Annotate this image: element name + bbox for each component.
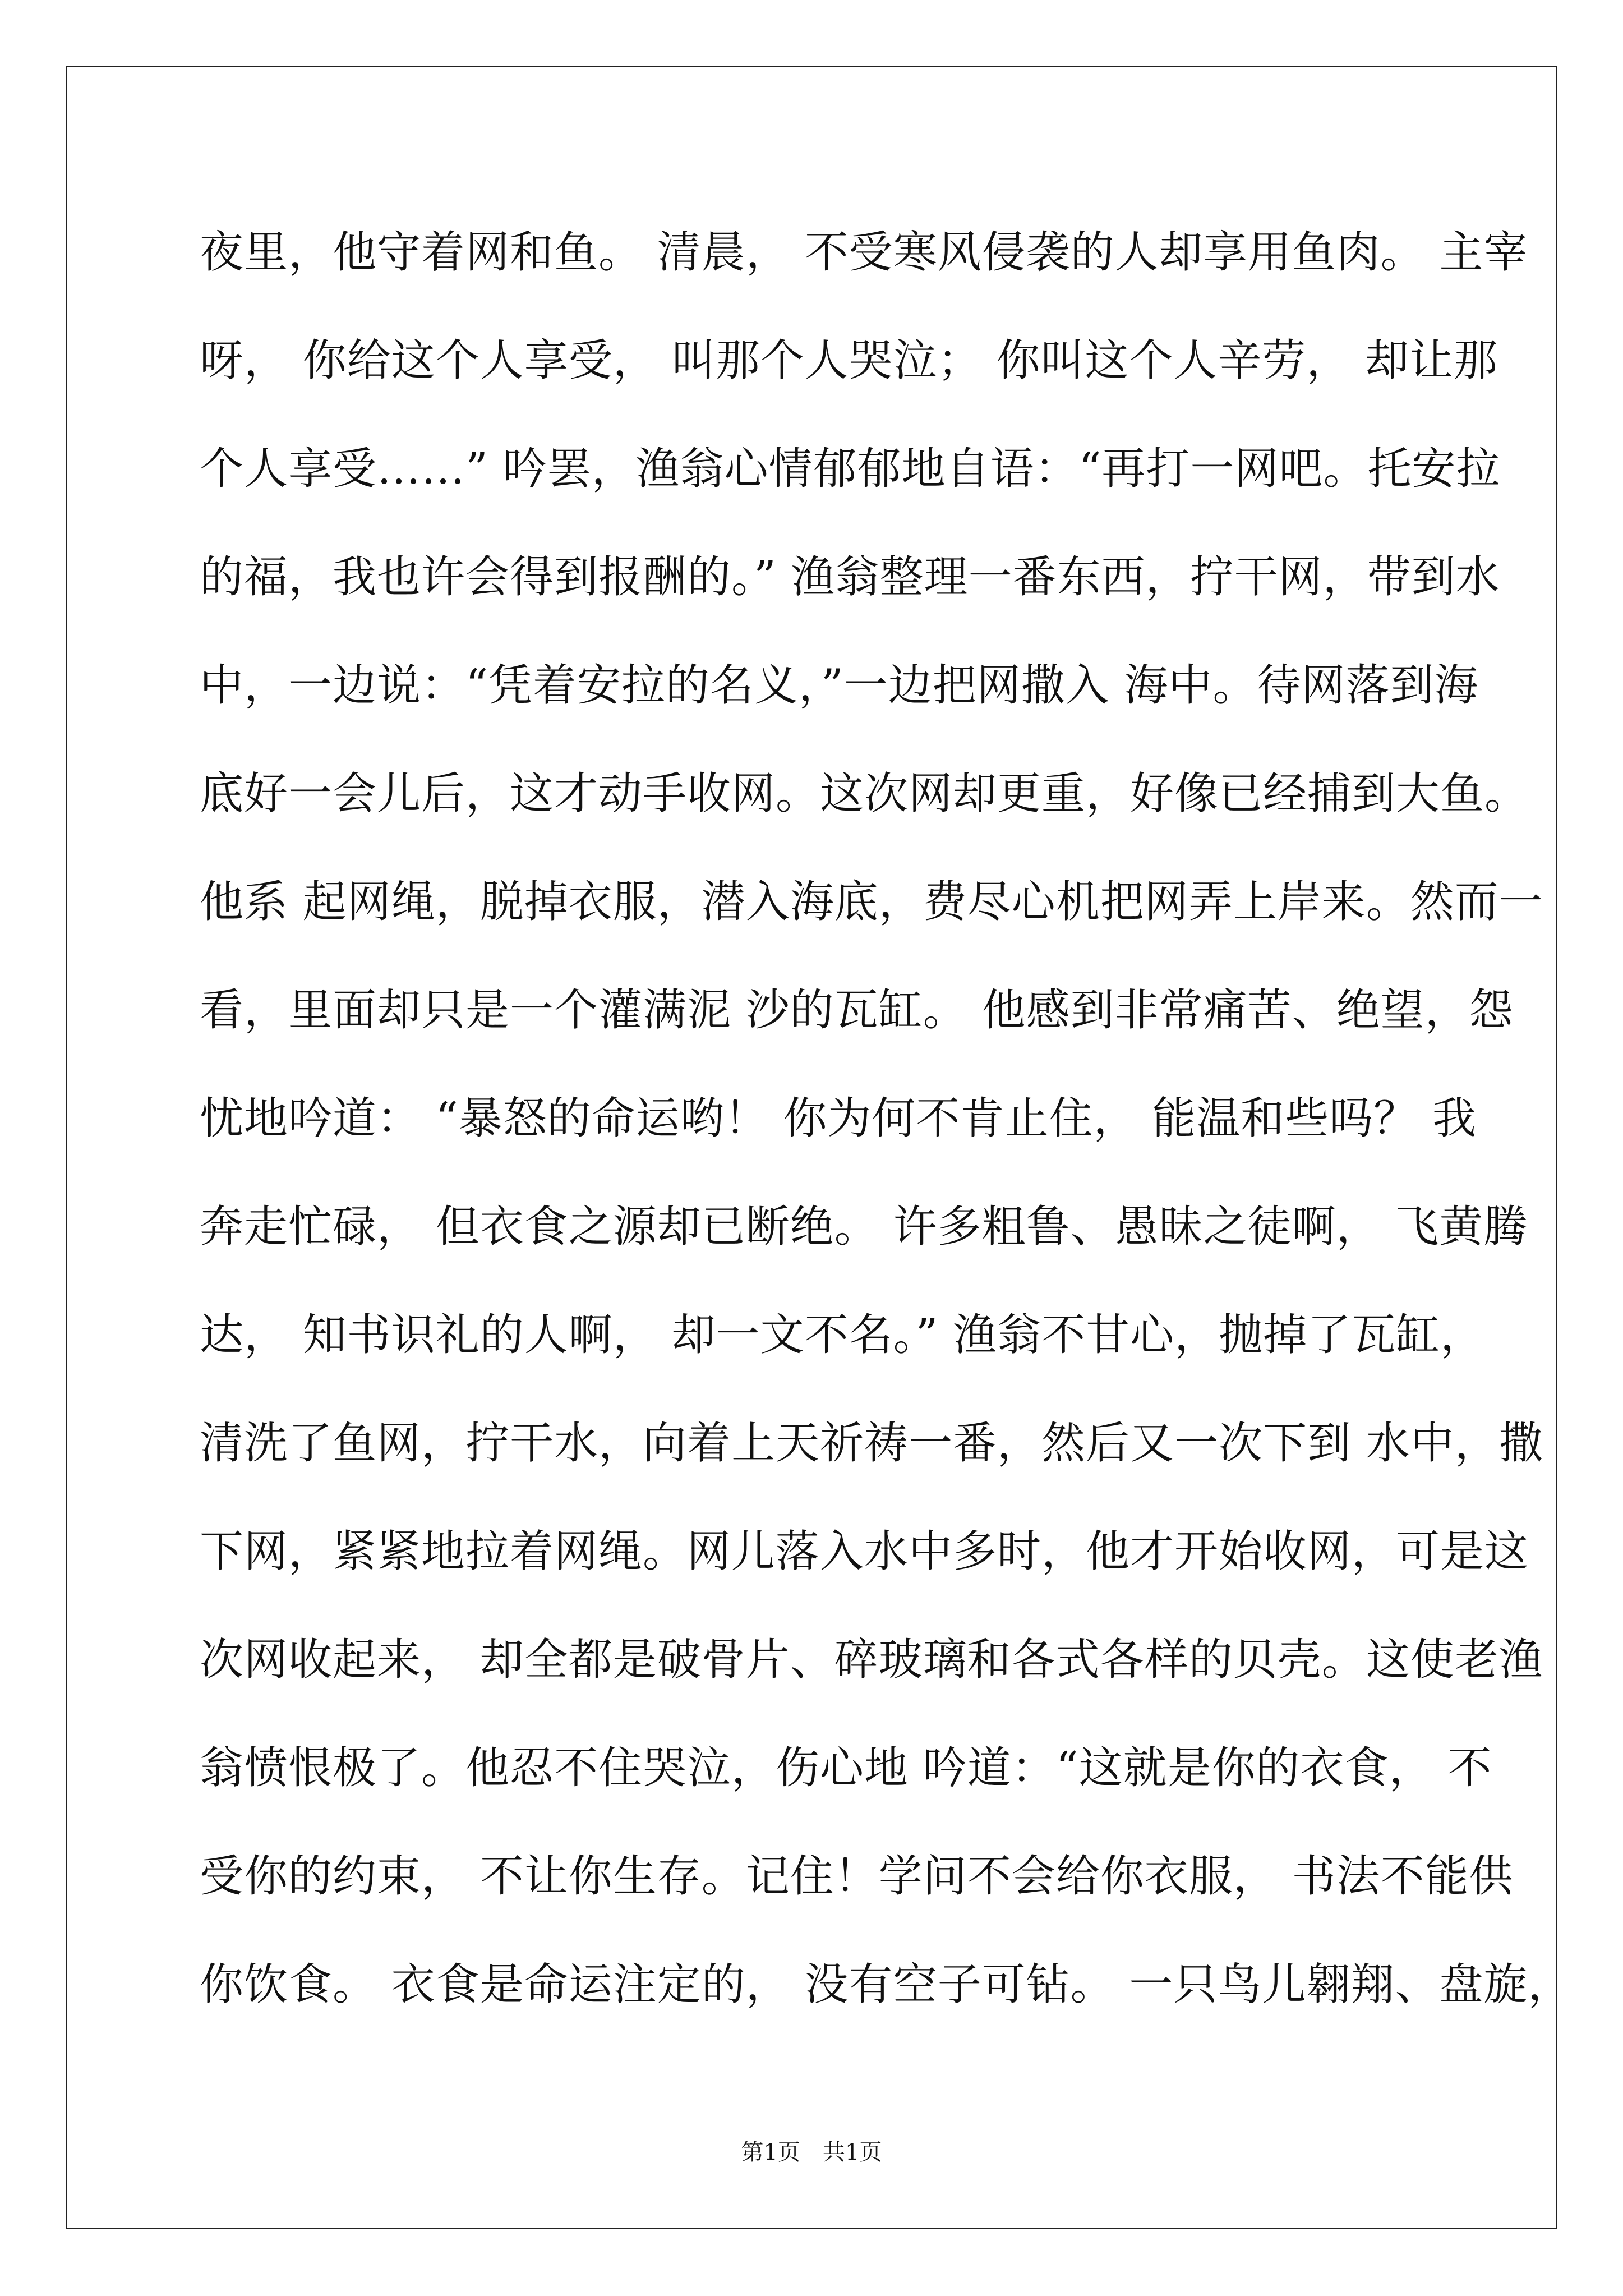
page-number-footer: 第1页 共1页	[741, 2139, 882, 2165]
text-line: 你饮食。 衣食是命运注定的， 没有空子可钻。 一只鸟儿翱翔、盘旋，	[200, 1959, 1573, 2010]
text-line: 受你的约束， 不让你生存。记住！学问不会给你衣服， 书法不能供	[200, 1851, 1514, 1902]
text-line: 次网收起来， 却全都是破骨片、碎玻璃和各式各样的贝壳。这使老渔	[200, 1635, 1543, 1685]
text-line: 看，里面却只是一个灌满泥 沙的瓦缸。 他感到非常痛苦、绝望，怨	[200, 985, 1514, 1036]
text-line: 中，一边说：“凭着安拉的名义，”一边把网撒入 海中。待网落到海	[200, 660, 1479, 711]
text-line: 达， 知书识礼的人啊， 却一文不名。” 渔翁不甘心，抛掉了瓦缸，	[200, 1310, 1485, 1360]
text-line: 奔走忙碌， 但衣食之源却已断绝。 许多粗鲁、愚昧之徒啊， 飞黄腾	[200, 1202, 1528, 1252]
text-line: 忧地吟道： “暴怒的命运哟！ 你为何不肯止住， 能温和些吗？ 我	[200, 1093, 1477, 1144]
text-line: 个人享受……” 吟罢，渔翁心情郁郁地自语：“再打一网吧。托安拉	[200, 444, 1501, 494]
text-line: 底好一会儿后，这才动手收网。这次网却更重，好像已经捕到大鱼。	[200, 769, 1529, 819]
text-line: 他系 起网绳，脱掉衣服，潜入海底，费尽心机把网弄上岸来。然而一	[200, 877, 1543, 927]
text-line: 呀， 你给这个人享受， 叫那个人哭泣； 你叫这个人辛劳， 却让那	[200, 335, 1498, 386]
text-line: 下网，紧紧地拉着网绳。网儿落入水中多时，他才开始收网，可是这	[200, 1526, 1529, 1577]
text-line: 夜里，他守着网和鱼。 清晨， 不受寒风侵袭的人却享用鱼肉。 主宰	[200, 227, 1528, 278]
text-line: 清洗了鱼网，拧干水，向着上天祈祷一番，然后又一次下到 水中，撒	[200, 1418, 1543, 1469]
text-line: 翁愤恨极了。他忍不住哭泣，伤心地 吟道：“这就是你的衣食， 不	[200, 1743, 1492, 1793]
document-body	[200, 219, 1573, 2059]
text-line: 的福，我也许会得到报酬的。” 渔翁整理一番东西，拧干网，带到水	[200, 552, 1500, 602]
